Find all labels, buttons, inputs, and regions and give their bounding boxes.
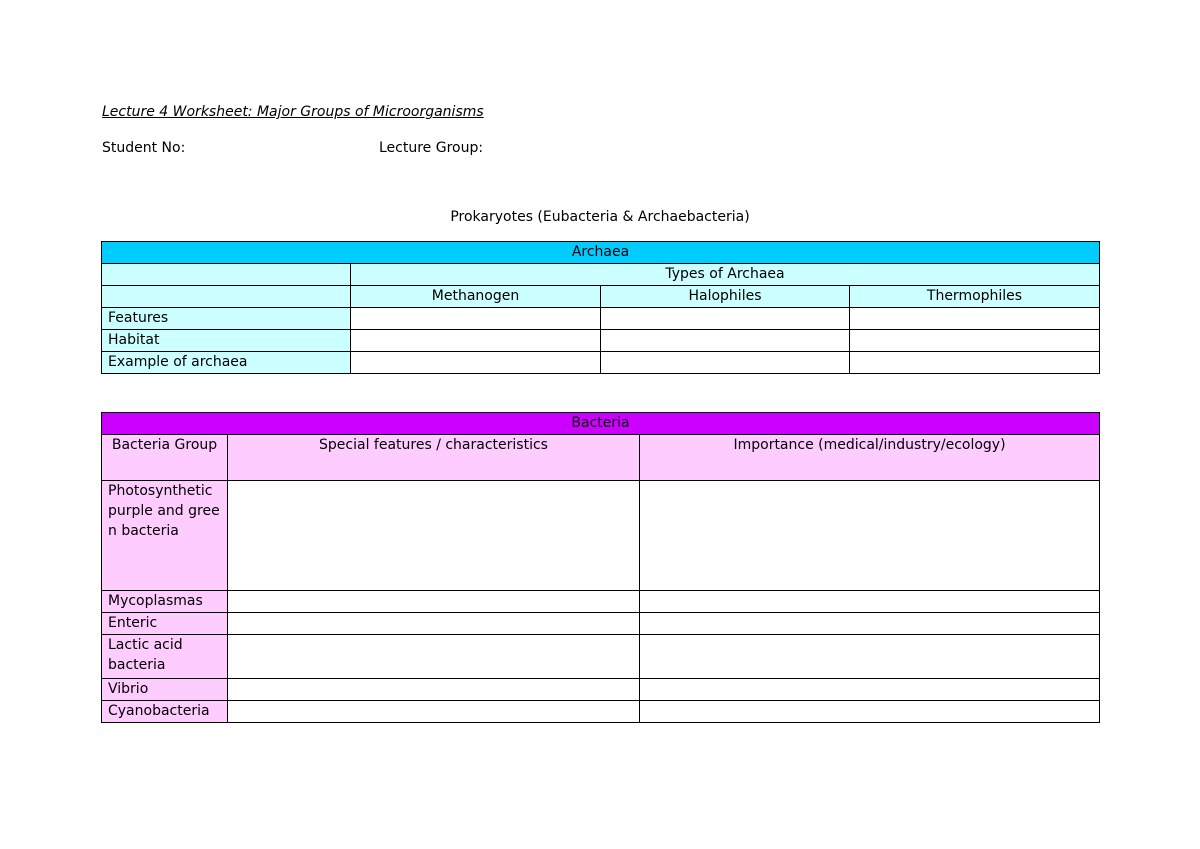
answer-cell[interactable] xyxy=(640,679,1100,701)
answer-cell[interactable] xyxy=(640,635,1100,679)
archaea-row-habitat: Habitat xyxy=(102,330,351,352)
answer-cell[interactable] xyxy=(351,330,601,352)
answer-cell[interactable] xyxy=(640,481,1100,591)
bacteria-col-group: Bacteria Group xyxy=(102,435,228,481)
bacteria-table xyxy=(101,412,1100,723)
bacteria-group-enteric: Enteric xyxy=(102,613,228,635)
answer-cell[interactable] xyxy=(228,635,640,679)
lecture-group-label: Lecture Group: xyxy=(379,140,484,156)
answer-cell[interactable] xyxy=(850,352,1100,374)
section-heading: Prokaryotes (Eubacteria & Archaebacteria) xyxy=(450,209,750,225)
answer-cell[interactable] xyxy=(351,352,601,374)
answer-cell[interactable] xyxy=(601,330,850,352)
student-no-label: Student No: xyxy=(102,140,186,156)
answer-cell[interactable] xyxy=(640,613,1100,635)
bacteria-group-cyanobacteria: Cyanobacteria xyxy=(102,701,228,723)
answer-cell[interactable] xyxy=(228,591,640,613)
bacteria-group-lactic-acid: Lactic acid bacteria xyxy=(102,635,228,679)
answer-cell[interactable] xyxy=(228,481,640,591)
archaea-col-methanogen: Methanogen xyxy=(351,286,601,308)
answer-cell[interactable] xyxy=(351,308,601,330)
archaea-col-thermophiles: Thermophiles xyxy=(850,286,1100,308)
page-title: Lecture 4 Worksheet: Major Groups of Microorganisms xyxy=(102,104,484,120)
answer-cell[interactable] xyxy=(640,591,1100,613)
bacteria-title: Bacteria xyxy=(102,413,1100,435)
answer-cell[interactable] xyxy=(228,613,640,635)
archaea-col-halophiles: Halophiles xyxy=(601,286,850,308)
bacteria-col-features: Special features / characteristics xyxy=(228,435,640,481)
bacteria-group-mycoplasmas: Mycoplasmas xyxy=(102,591,228,613)
answer-cell[interactable] xyxy=(601,308,850,330)
archaea-corner-cell xyxy=(102,286,351,308)
bacteria-col-importance: Importance (medical/industry/ecology) xyxy=(640,435,1100,481)
archaea-types-header: Types of Archaea xyxy=(351,264,1100,286)
answer-cell[interactable] xyxy=(850,308,1100,330)
answer-cell[interactable] xyxy=(228,701,640,723)
answer-cell[interactable] xyxy=(640,701,1100,723)
answer-cell[interactable] xyxy=(601,352,850,374)
answer-cell[interactable] xyxy=(850,330,1100,352)
archaea-title: Archaea xyxy=(102,242,1100,264)
archaea-row-example: Example of archaea xyxy=(102,352,351,374)
answer-cell[interactable] xyxy=(228,679,640,701)
archaea-corner-cell xyxy=(102,264,351,286)
bacteria-group-photosynthetic: Photosynthetic purple and green bacteria xyxy=(102,481,228,591)
archaea-row-features: Features xyxy=(102,308,351,330)
archaea-table xyxy=(101,241,1100,374)
bacteria-group-vibrio: Vibrio xyxy=(102,679,228,701)
